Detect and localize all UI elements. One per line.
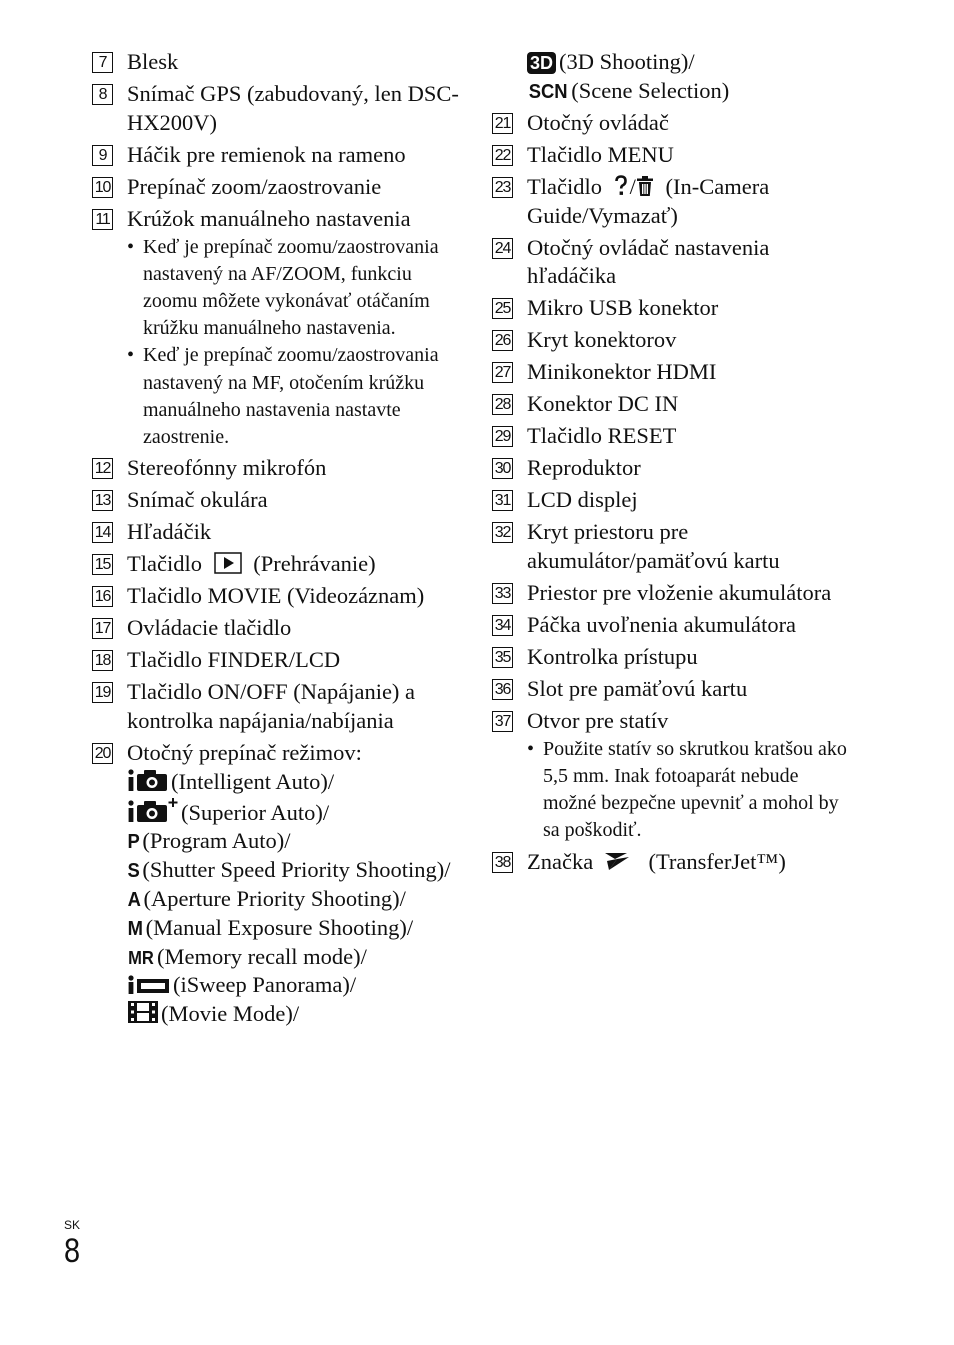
shutter-priority-icon: S <box>127 860 140 883</box>
item-7 <box>92 48 462 77</box>
item-number: 12 <box>92 458 113 479</box>
mode-3d <box>527 48 847 77</box>
item-35 <box>492 643 847 672</box>
item-text: Tlačidlo MENU <box>527 141 674 167</box>
item-14 <box>92 518 462 547</box>
item-18 <box>92 646 462 675</box>
mode-label: (Shutter Speed Priority Shooting)/ <box>142 857 451 883</box>
manual-exposure-icon: M <box>127 917 144 940</box>
movie-mode-icon <box>127 1000 159 1024</box>
item-number: 7 <box>92 52 113 73</box>
item-number: 10 <box>92 177 113 198</box>
item-20-continued <box>492 48 847 106</box>
mode-label: (Aperture Priority Shooting)/ <box>143 886 406 911</box>
item-text-before: Tlačidlo <box>527 173 602 199</box>
item-text: Tlačidlo MOVIE (Videozáznam) <box>127 583 425 609</box>
note-bullet: • Keď je prepínač zoomu/zaostrovania nastavený na MF, otočením krúžku manuálneho nastavenia nastavte zaostrenie. <box>127 342 462 451</box>
note-bullet: • Použite statív so skrutkou kratšou ako 5,5 mm. Inak fotoaparát nebude možné bezpečne upevniť a mohol by sa poškodiť. <box>527 736 847 845</box>
transferjet-icon <box>603 850 631 872</box>
item-number: 38 <box>492 852 513 873</box>
item-number: 15 <box>92 554 113 575</box>
item-number: 27 <box>492 362 513 383</box>
item-text: Prepínač zoom/zaostrovanie <box>127 173 382 199</box>
item-text: Kontrolka prístupu <box>527 643 698 669</box>
item-number: 29 <box>492 426 513 447</box>
mode-label: (Program Auto)/ <box>142 828 291 854</box>
trash-icon <box>636 175 654 197</box>
aperture-priority-icon: A <box>127 889 141 911</box>
mode-label: (Intelligent Auto)/ <box>171 768 335 794</box>
3d-shooting-icon: 3D <box>527 52 556 74</box>
item-31 <box>492 486 847 515</box>
item-number: 28 <box>492 394 513 415</box>
mode-scene-selection <box>527 77 847 106</box>
item-text: Tlačidlo RESET <box>527 423 677 449</box>
item-text: Blesk <box>127 49 179 74</box>
item-text: LCD displej <box>527 487 638 513</box>
item-text: Otvor pre statív <box>527 707 669 733</box>
item-text: Otočný ovládač nastavenia hľadáčika <box>527 234 770 289</box>
item-number: 33 <box>492 583 513 604</box>
item-number: 13 <box>92 490 113 511</box>
item-37-notes <box>527 736 847 845</box>
item-32 <box>492 518 847 576</box>
mode-label: (Movie Mode)/ <box>161 1001 300 1027</box>
mode-aperture-priority <box>127 885 462 914</box>
mode-movie <box>127 1000 462 1029</box>
mode-label: (Memory recall mode)/ <box>157 943 367 969</box>
item-13 <box>92 486 462 515</box>
item-8 <box>92 80 462 138</box>
icon-separator: / <box>629 173 636 199</box>
item-number: 8 <box>92 84 113 105</box>
item-26 <box>492 326 847 355</box>
item-text: Tlačidlo FINDER/LCD <box>127 647 341 673</box>
item-38 <box>492 848 847 877</box>
language-code: SK <box>64 1218 81 1232</box>
item-20 <box>92 739 462 1029</box>
page-number: 8 <box>64 1232 81 1270</box>
item-24 <box>492 234 847 292</box>
item-text: Snímač GPS (zabudovaný, len DSC-HX200V) <box>127 80 459 135</box>
mode-superior-auto <box>127 797 462 828</box>
play-icon <box>214 552 242 574</box>
item-number: 24 <box>492 238 513 259</box>
item-text: Otočný prepínač režimov: <box>127 740 362 766</box>
item-10 <box>92 173 462 202</box>
mode-list <box>127 768 462 1029</box>
scene-selection-icon: SCN <box>528 80 568 103</box>
item-number: 35 <box>492 647 513 668</box>
item-text-after: (TransferJet™) <box>648 848 786 874</box>
right-column <box>492 48 847 880</box>
isweep-panorama-icon <box>127 971 171 995</box>
program-auto-icon: P <box>127 831 140 854</box>
item-19 <box>92 678 462 736</box>
intelligent-auto-icon <box>127 768 169 792</box>
item-text: Mikro USB konektor <box>527 295 719 321</box>
item-22 <box>492 141 847 170</box>
item-text: Ovládacie tlačidlo <box>127 615 292 641</box>
item-9 <box>92 141 462 170</box>
superior-auto-icon <box>127 797 179 823</box>
item-number: 20 <box>92 743 113 764</box>
item-17 <box>92 614 462 643</box>
item-text: Kryt priestoru pre akumulátor/pamäťovú kartu <box>527 519 780 573</box>
item-number: 25 <box>492 298 513 319</box>
item-text-after: (In-Camera Guide/Vymazať) <box>527 173 770 228</box>
item-29 <box>492 422 847 451</box>
item-number: 22 <box>492 145 513 166</box>
item-16 <box>92 582 462 611</box>
mode-program-auto <box>127 827 462 856</box>
item-text: Slot pre pamäťovú kartu <box>527 675 748 701</box>
mode-memory-recall <box>127 943 462 972</box>
mode-label: (Manual Exposure Shooting)/ <box>145 914 414 940</box>
item-number: 9 <box>92 145 113 166</box>
item-number: 16 <box>92 586 113 607</box>
item-28 <box>492 390 847 419</box>
item-text: Tlačidlo ON/OFF (Napájanie) a kontrolka napájania/nabíjania <box>127 679 416 734</box>
mode-label: (Scene Selection) <box>571 77 730 103</box>
item-12 <box>92 454 462 483</box>
item-number: 19 <box>92 682 113 703</box>
item-text: Páčka uvoľnenia akumulátora <box>527 611 797 637</box>
item-11 <box>92 205 462 451</box>
mode-isweep-panorama <box>127 971 462 1000</box>
mode-list-continued <box>527 48 847 106</box>
item-text: Stereofónny mikrofón <box>127 455 327 481</box>
item-number: 32 <box>492 522 513 543</box>
left-column <box>92 48 462 1032</box>
item-number: 18 <box>92 650 113 671</box>
item-23 <box>492 173 847 231</box>
item-text-after: (Prehrávanie) <box>253 551 376 577</box>
item-33 <box>492 579 847 608</box>
item-number: 14 <box>92 522 113 543</box>
item-34 <box>492 611 847 640</box>
mode-shutter-priority <box>127 856 462 885</box>
help-icon <box>614 175 628 197</box>
item-number: 21 <box>492 113 513 134</box>
mode-label: (iSweep Panorama)/ <box>173 972 357 998</box>
item-number: 31 <box>492 490 513 511</box>
item-text: Snímač okulára <box>127 487 268 513</box>
item-text-before: Tlačidlo <box>127 551 202 577</box>
item-text: Kryt konektorov <box>527 327 677 353</box>
item-number: 34 <box>492 615 513 636</box>
item-number: 17 <box>92 618 113 639</box>
page-footer <box>64 1218 83 1268</box>
item-number: 23 <box>492 177 513 198</box>
mode-label: (Superior Auto)/ <box>181 799 330 825</box>
item-27 <box>492 358 847 387</box>
item-text: Hľadáčik <box>127 519 212 545</box>
note-bullet: • Keď je prepínač zoomu/zaostrovania nastavený na AF/ZOOM, funkciu zoomu môžete vykonávať otáčaním krúžku manuálneho nastavenia. <box>127 234 462 343</box>
item-number: 37 <box>492 711 513 732</box>
item-text-before: Značka <box>527 848 594 874</box>
item-25 <box>492 294 847 323</box>
mode-label: (3D Shooting)/ <box>559 49 695 74</box>
item-number: 11 <box>92 209 113 230</box>
mode-manual-exposure <box>127 914 462 943</box>
mode-intelligent-auto <box>127 768 462 797</box>
item-text: Otočný ovládač <box>527 109 669 135</box>
item-text: Reproduktor <box>527 455 641 481</box>
item-number: 30 <box>492 458 513 479</box>
item-30 <box>492 454 847 483</box>
memory-recall-icon: MR <box>128 947 154 968</box>
item-number: 36 <box>492 679 513 700</box>
item-text: Priestor pre vloženie akumulátora <box>527 579 832 605</box>
item-text: Konektor DC IN <box>527 391 679 417</box>
item-11-notes <box>127 234 462 452</box>
item-text: Háčik pre remienok na rameno <box>127 141 406 167</box>
item-37 <box>492 707 847 845</box>
item-15 <box>92 550 462 579</box>
item-number: 26 <box>492 330 513 351</box>
item-text: Krúžok manuálneho nastavenia <box>127 205 411 231</box>
item-21 <box>492 109 847 138</box>
item-36 <box>492 675 847 704</box>
item-text: Minikonektor HDMI <box>527 359 717 385</box>
